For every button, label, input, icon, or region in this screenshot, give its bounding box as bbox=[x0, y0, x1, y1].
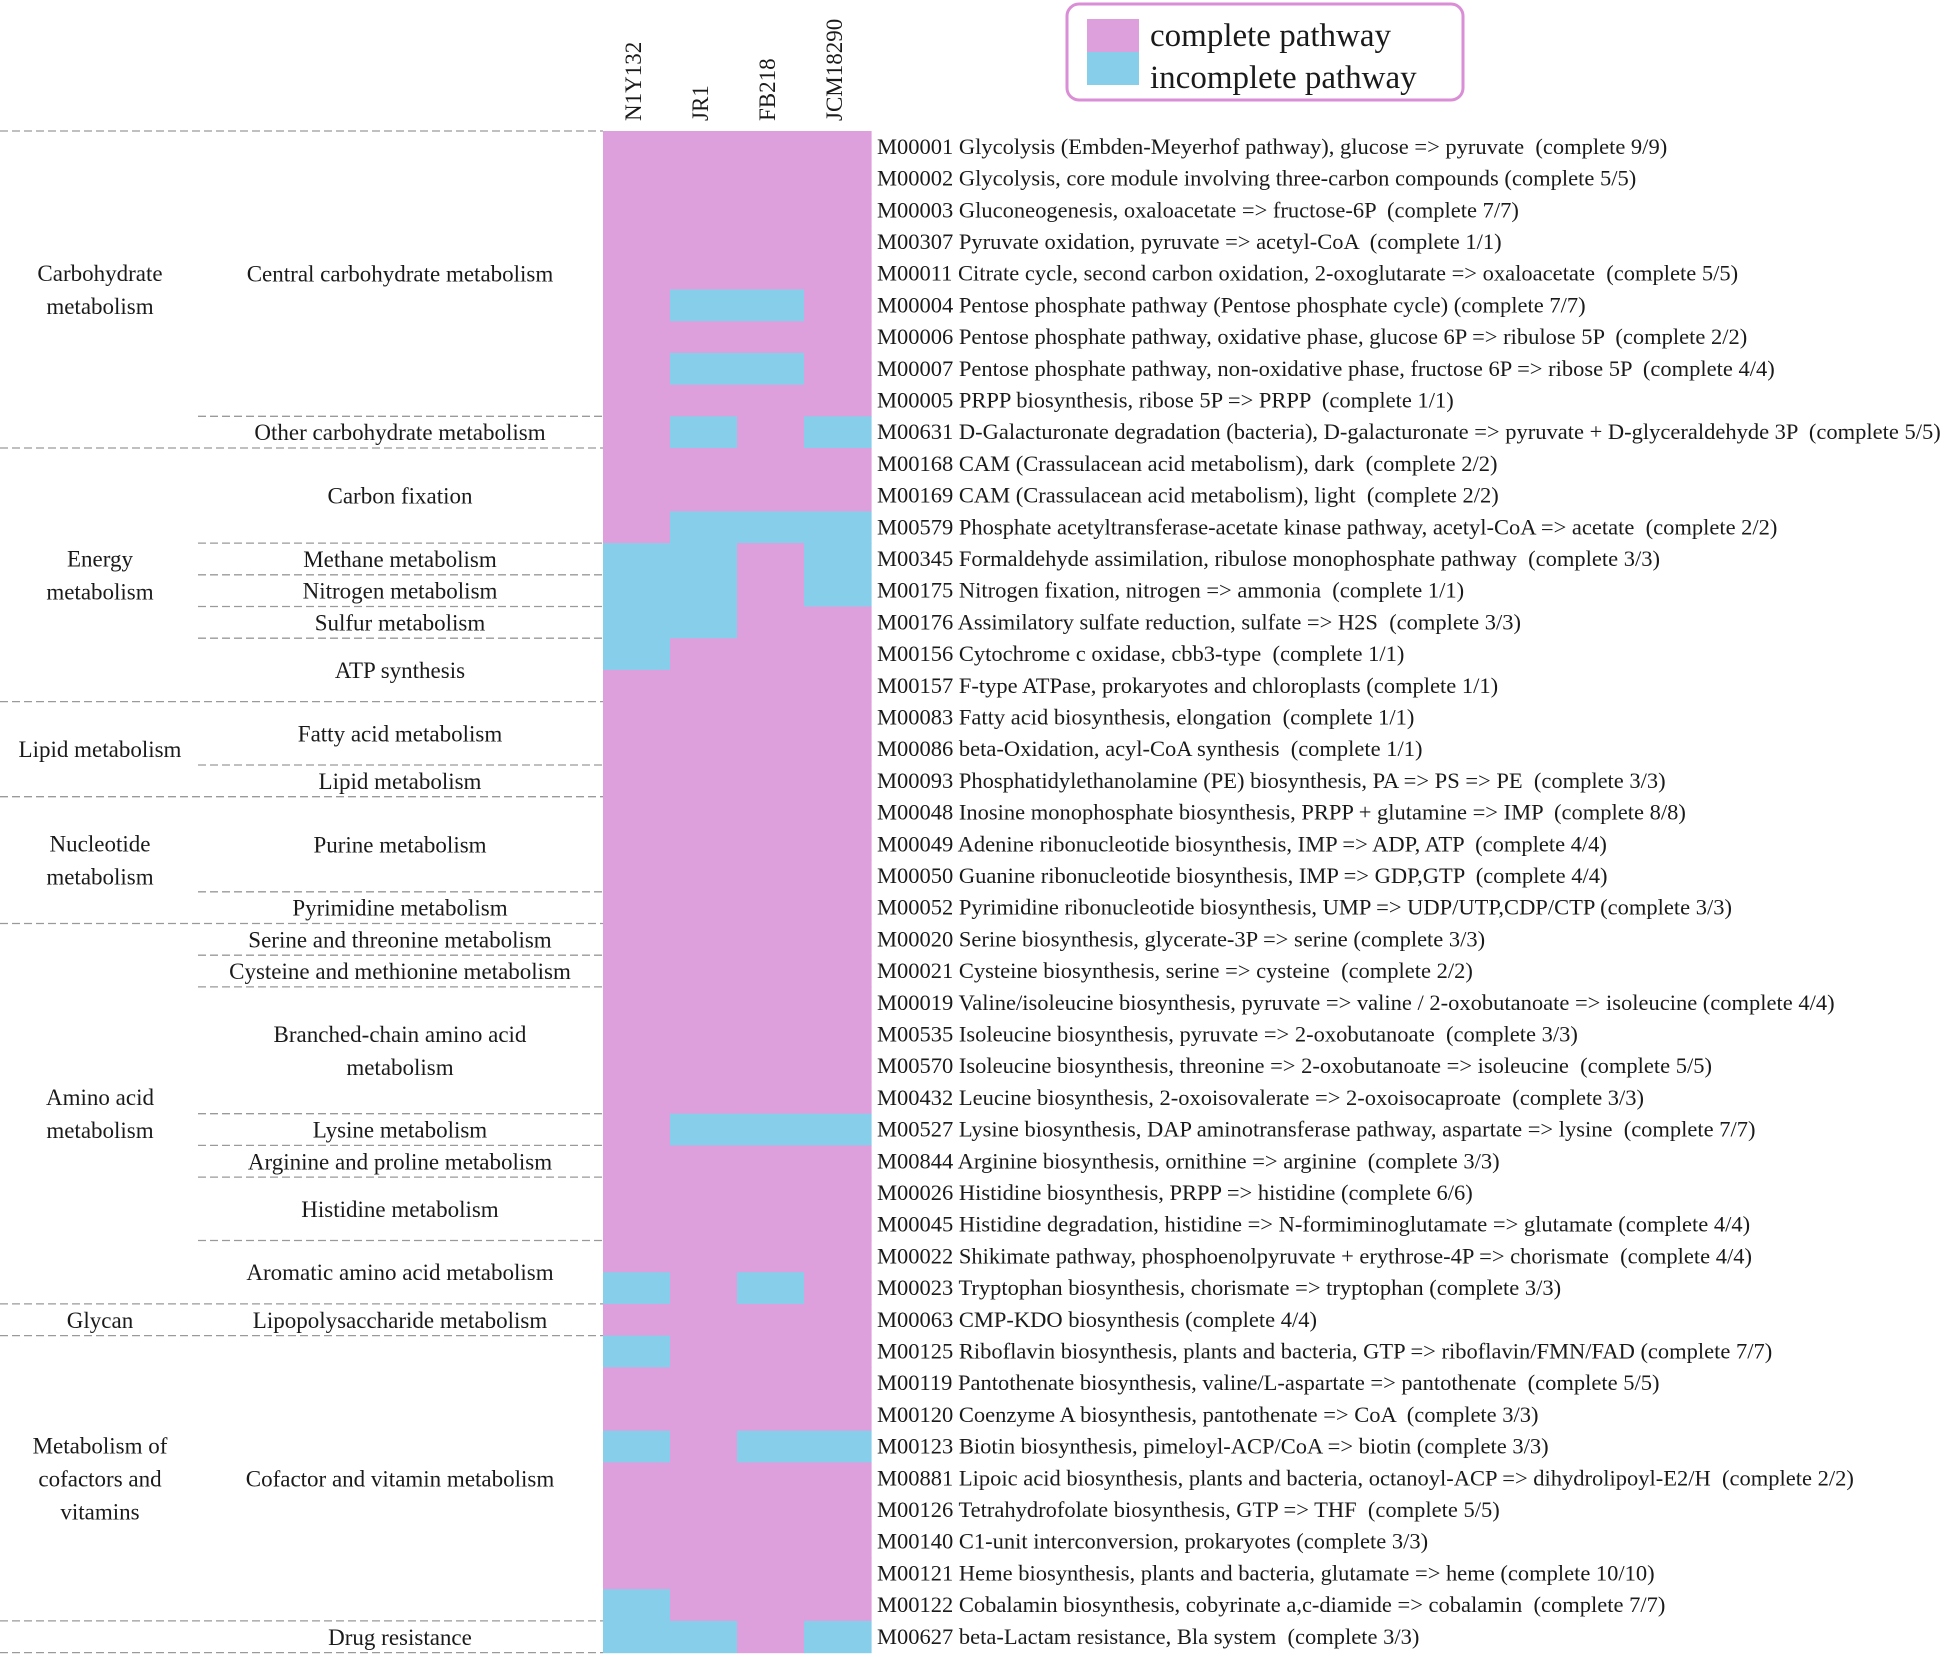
heatmap-cell bbox=[737, 987, 805, 1019]
heatmap-cell bbox=[670, 1050, 738, 1082]
heatmap-cell bbox=[737, 1209, 805, 1241]
heatmap-cell bbox=[737, 797, 805, 829]
heatmap-cell bbox=[603, 924, 671, 956]
heatmap-cell bbox=[737, 892, 805, 924]
row-label: M00019 Valine/isoleucine biosynthesis, pyruvate => valine / 2-oxobutanoate => isoleucine (complete 4/4) bbox=[877, 989, 1835, 1015]
heatmap-cell bbox=[670, 480, 738, 512]
heatmap-cell bbox=[804, 797, 872, 829]
heatmap-cell bbox=[603, 955, 671, 987]
row-label: M00003 Gluconeogenesis, oxaloacetate => fructose-6P (complete 7/7) bbox=[877, 197, 1519, 223]
heatmap-cell bbox=[804, 290, 872, 322]
row-label: M00086 beta-Oxidation, acyl-CoA synthesis (complete 1/1) bbox=[877, 736, 1423, 762]
heatmap-cell bbox=[737, 955, 805, 987]
heatmap-cell bbox=[737, 258, 805, 290]
heatmap-cell bbox=[603, 702, 671, 734]
row-label: M00093 Phosphatidylethanolamine (PE) biosynthesis, PA => PS => PE (complete 3/3) bbox=[877, 767, 1666, 793]
heatmap-cell bbox=[737, 1241, 805, 1273]
heatmap-cell bbox=[670, 1272, 738, 1304]
group-dividers bbox=[0, 131, 603, 1653]
heatmap-cell bbox=[670, 1241, 738, 1273]
heatmap-cell bbox=[737, 1272, 805, 1304]
heatmap-cell bbox=[804, 955, 872, 987]
heatmap-cell bbox=[603, 797, 671, 829]
subcategory-label: metabolism bbox=[346, 1054, 454, 1080]
row-label: M00026 Histidine biosynthesis, PRPP => histidine (complete 6/6) bbox=[877, 1179, 1473, 1205]
heatmap-cell bbox=[670, 416, 738, 448]
heatmap-cell bbox=[603, 638, 671, 670]
row-label: M00050 Guanine ribonucleotide biosynthesis, IMP => GDP,GTP (complete 4/4) bbox=[877, 862, 1608, 888]
heatmap-cell bbox=[737, 416, 805, 448]
heatmap-cell bbox=[603, 1526, 671, 1558]
subcategory-label: Lysine metabolism bbox=[312, 1117, 488, 1143]
heatmap-cell bbox=[670, 1336, 738, 1368]
heatmap-cell bbox=[603, 1462, 671, 1494]
heatmap-cell bbox=[804, 670, 872, 702]
heatmap-cell bbox=[737, 1019, 805, 1051]
heatmap-cell bbox=[603, 480, 671, 512]
heatmap-cell bbox=[804, 828, 872, 860]
subcategory-label: Lipid metabolism bbox=[318, 768, 482, 794]
row-label: M00175 Nitrogen fixation, nitrogen => ammonia (complete 1/1) bbox=[877, 577, 1465, 603]
heatmap-cell bbox=[603, 1589, 671, 1621]
heatmap-cell bbox=[804, 321, 872, 353]
heatmap-cell bbox=[670, 321, 738, 353]
heatmap-cell bbox=[737, 1399, 805, 1431]
heatmap-cell bbox=[670, 385, 738, 417]
heatmap-cell bbox=[804, 1558, 872, 1590]
category-label: metabolism bbox=[46, 579, 154, 605]
subcategory-label: Cofactor and vitamin metabolism bbox=[245, 1466, 555, 1492]
heatmap-cell bbox=[670, 543, 738, 575]
subcategory-label: Other carbohydrate metabolism bbox=[254, 420, 546, 446]
heatmap-cell bbox=[804, 987, 872, 1019]
heatmap-cell bbox=[804, 1272, 872, 1304]
subcategory-label: Pyrimidine metabolism bbox=[292, 895, 508, 921]
heatmap-cell bbox=[737, 1589, 805, 1621]
row-label: M00168 CAM (Crassulacean acid metabolism), dark (complete 2/2) bbox=[877, 450, 1498, 476]
heatmap-cell bbox=[670, 860, 738, 892]
subcategory-label: Histidine metabolism bbox=[301, 1196, 499, 1222]
heatmap-cell bbox=[603, 860, 671, 892]
subcategory-label: Serine and threonine metabolism bbox=[248, 927, 552, 953]
heatmap-cell bbox=[603, 226, 671, 258]
heatmap-cell bbox=[737, 1177, 805, 1209]
category-label: metabolism bbox=[46, 864, 154, 890]
category-label: vitamins bbox=[60, 1499, 140, 1525]
heatmap-cell bbox=[603, 1494, 671, 1526]
row-label: M00126 Tetrahydrofolate biosynthesis, GTP => THF (complete 5/5) bbox=[877, 1496, 1500, 1522]
heatmap-cell bbox=[670, 1526, 738, 1558]
heatmap-cell bbox=[737, 607, 805, 639]
heatmap-cell bbox=[804, 194, 872, 226]
heatmap-cell bbox=[804, 575, 872, 607]
heatmap-cell bbox=[603, 163, 671, 195]
heatmap-cell bbox=[737, 1082, 805, 1114]
column-labels bbox=[621, 19, 847, 121]
row-label: M00881 Lipoic acid biosynthesis, plants and bacteria, octanoyl-ACP => dihydrolipoyl-E2/H (complete 2/2) bbox=[877, 1465, 1854, 1491]
heatmap-cell bbox=[603, 670, 671, 702]
heatmap-cell bbox=[603, 543, 671, 575]
heatmap-cell bbox=[670, 258, 738, 290]
heatmap-cell bbox=[737, 575, 805, 607]
heatmap-cell bbox=[804, 226, 872, 258]
heatmap-cell bbox=[670, 511, 738, 543]
row-label: M00157 F-type ATPase, prokaryotes and chloroplasts (complete 1/1) bbox=[877, 672, 1499, 698]
category-label: Metabolism of bbox=[32, 1433, 168, 1459]
heatmap-cell bbox=[670, 702, 738, 734]
heatmap-cell bbox=[804, 1621, 872, 1653]
heatmap-cell bbox=[603, 416, 671, 448]
heatmap-cell bbox=[737, 924, 805, 956]
heatmap-cell bbox=[737, 702, 805, 734]
heatmap-cell bbox=[603, 1621, 671, 1653]
heatmap-cell bbox=[804, 511, 872, 543]
row-label: M00045 Histidine degradation, histidine => N-formiminoglutamate => glutamate (complete 4/4) bbox=[877, 1211, 1751, 1237]
heatmap-cell bbox=[737, 670, 805, 702]
row-label: M00121 Heme biosynthesis, plants and bacteria, glutamate => heme (complete 10/10) bbox=[877, 1560, 1655, 1586]
heatmap-cell bbox=[603, 1019, 671, 1051]
category-label: Carbohydrate bbox=[37, 261, 163, 286]
heatmap-cell bbox=[804, 1145, 872, 1177]
row-label: M00527 Lysine biosynthesis, DAP aminotransferase pathway, aspartate => lysine (complete 7/7) bbox=[877, 1116, 1756, 1142]
category-label: Energy bbox=[66, 546, 134, 572]
legend-swatch-incomplete bbox=[1087, 52, 1139, 85]
heatmap-cell bbox=[603, 353, 671, 385]
heatmap-cell bbox=[737, 511, 805, 543]
heatmap-cell bbox=[737, 765, 805, 797]
heatmap-cell bbox=[737, 1145, 805, 1177]
heatmap-cell bbox=[804, 1241, 872, 1273]
row-label: M00002 Glycolysis, core module involving three-carbon compounds (complete 5/5) bbox=[877, 165, 1637, 191]
row-label: M00005 PRPP biosynthesis, ribose 5P => PRPP (complete 1/1) bbox=[877, 387, 1454, 413]
row-labels bbox=[877, 134, 1941, 1649]
heatmap-cell bbox=[670, 1621, 738, 1653]
heatmap-cell bbox=[804, 702, 872, 734]
heatmap-cell bbox=[804, 1050, 872, 1082]
category-label: metabolism bbox=[46, 294, 154, 319]
heatmap-cell bbox=[670, 1431, 738, 1463]
heatmap-cell bbox=[737, 1462, 805, 1494]
heatmap-cell bbox=[603, 1209, 671, 1241]
row-label: M00120 Coenzyme A biosynthesis, pantothenate => CoA (complete 3/3) bbox=[877, 1401, 1539, 1427]
heatmap-cell bbox=[670, 1589, 738, 1621]
row-label: M00140 C1-unit interconversion, prokaryotes (complete 3/3) bbox=[877, 1528, 1429, 1554]
heatmap-cell bbox=[670, 1304, 738, 1336]
heatmap-cells bbox=[603, 131, 872, 1653]
heatmap-cell bbox=[737, 131, 805, 163]
heatmap-cell bbox=[670, 987, 738, 1019]
heatmap-cell bbox=[670, 1399, 738, 1431]
heatmap-cell bbox=[670, 194, 738, 226]
heatmap-cell bbox=[804, 1494, 872, 1526]
heatmap-cell bbox=[670, 1114, 738, 1146]
subcategory-label: Aromatic amino acid metabolism bbox=[246, 1260, 554, 1286]
heatmap-cell bbox=[670, 733, 738, 765]
heatmap-cell bbox=[670, 1019, 738, 1051]
heatmap-cell bbox=[670, 828, 738, 860]
subcategory-label: Central carbohydrate metabolism bbox=[246, 261, 554, 287]
heatmap-cell bbox=[670, 797, 738, 829]
heatmap-cell bbox=[804, 892, 872, 924]
heatmap-cell bbox=[603, 828, 671, 860]
heatmap-cell bbox=[804, 733, 872, 765]
subcategory-label: Methane metabolism bbox=[303, 546, 497, 572]
subcategory-label: Purine metabolism bbox=[313, 832, 487, 858]
heatmap-cell bbox=[737, 226, 805, 258]
heatmap-cell bbox=[603, 1304, 671, 1336]
heatmap-cell bbox=[804, 1526, 872, 1558]
heatmap-cell bbox=[737, 1558, 805, 1590]
heatmap-cell bbox=[603, 1114, 671, 1146]
heatmap-cell bbox=[670, 163, 738, 195]
subcategory-label: Drug resistance bbox=[328, 1624, 472, 1650]
heatmap-cell bbox=[603, 258, 671, 290]
heatmap-cell bbox=[670, 226, 738, 258]
heatmap-cell bbox=[737, 1336, 805, 1368]
heatmap-cell bbox=[603, 1272, 671, 1304]
heatmap-cell bbox=[737, 448, 805, 480]
heatmap-cell bbox=[804, 607, 872, 639]
heatmap-cell bbox=[670, 638, 738, 670]
row-label: M00023 Tryptophan biosynthesis, chorismate => tryptophan (complete 3/3) bbox=[877, 1275, 1562, 1301]
heatmap-cell bbox=[670, 892, 738, 924]
heatmap-cell bbox=[737, 638, 805, 670]
heatmap-cell bbox=[804, 258, 872, 290]
subcategory-label: Cysteine and methionine metabolism bbox=[229, 959, 571, 985]
heatmap-cell bbox=[603, 1336, 671, 1368]
category-label: Amino acid bbox=[46, 1085, 154, 1111]
heatmap-cell bbox=[603, 1558, 671, 1590]
heatmap-cell bbox=[603, 765, 671, 797]
heatmap-cell bbox=[603, 1145, 671, 1177]
heatmap-cell bbox=[804, 1462, 872, 1494]
subcategory-label: Carbon fixation bbox=[327, 483, 473, 509]
row-label: M00006 Pentose phosphate pathway, oxidative phase, glucose 6P => ribulose 5P (complete 2/2) bbox=[877, 324, 1748, 350]
heatmap-cell bbox=[603, 1177, 671, 1209]
column-label-jcm18290: JCM18290 bbox=[822, 18, 847, 121]
heatmap-cell bbox=[670, 1082, 738, 1114]
heatmap-cell bbox=[737, 353, 805, 385]
heatmap-cell bbox=[804, 638, 872, 670]
heatmap-cell bbox=[670, 448, 738, 480]
heatmap-cell bbox=[670, 1145, 738, 1177]
heatmap-cell bbox=[670, 575, 738, 607]
legend-label-incomplete: incomplete pathway bbox=[1150, 60, 1417, 96]
legend-label-complete: complete pathway bbox=[1150, 18, 1391, 54]
row-label: M00004 Pentose phosphate pathway (Pentose phosphate cycle) (complete 7/7) bbox=[877, 292, 1586, 318]
heatmap-cell bbox=[804, 480, 872, 512]
heatmap-cell bbox=[804, 1209, 872, 1241]
category-label: Nucleotide bbox=[49, 831, 151, 857]
heatmap-cell bbox=[804, 924, 872, 956]
heatmap-cell bbox=[603, 194, 671, 226]
heatmap-cell bbox=[737, 828, 805, 860]
heatmap-cell bbox=[737, 1621, 805, 1653]
heatmap-cell bbox=[737, 1431, 805, 1463]
heatmap-cell bbox=[804, 385, 872, 417]
heatmap-cell bbox=[804, 1177, 872, 1209]
heatmap-cell bbox=[804, 1082, 872, 1114]
heatmap-cell bbox=[737, 321, 805, 353]
heatmap-cell bbox=[670, 1209, 738, 1241]
heatmap-cell bbox=[670, 670, 738, 702]
heatmap-cell bbox=[670, 353, 738, 385]
heatmap-cell bbox=[737, 163, 805, 195]
heatmap-cell bbox=[804, 860, 872, 892]
heatmap-cell bbox=[804, 448, 872, 480]
column-label-n1y132: N1Y132 bbox=[621, 41, 646, 121]
row-label: M00432 Leucine biosynthesis, 2-oxoisovalerate => 2-oxoisocaproate (complete 3/3) bbox=[877, 1084, 1645, 1110]
heatmap-cell bbox=[804, 543, 872, 575]
heatmap-cell bbox=[603, 1431, 671, 1463]
subcategory-label: ATP synthesis bbox=[334, 657, 466, 683]
heatmap-cell bbox=[737, 1114, 805, 1146]
heatmap-cell bbox=[603, 1050, 671, 1082]
legend bbox=[1067, 4, 1463, 100]
row-label: M00123 Biotin biosynthesis, pimeloyl-ACP/CoA => biotin (complete 3/3) bbox=[877, 1433, 1549, 1459]
row-label: M00048 Inosine monophosphate biosynthesis, PRPP + glutamine => IMP (complete 8/8) bbox=[877, 799, 1686, 825]
row-label: M00022 Shikimate pathway, phosphoenolpyruvate + erythrose-4P => chorismate (complete 4/4) bbox=[877, 1243, 1752, 1269]
row-label: M00631 D-Galacturonate degradation (bacteria), D-galacturonate => pyruvate + D-glyceraldehyde 3P (complete 5/5) bbox=[877, 419, 1941, 445]
heatmap-cell bbox=[670, 955, 738, 987]
heatmap-cell bbox=[737, 194, 805, 226]
row-label: M00169 CAM (Crassulacean acid metabolism), light (complete 2/2) bbox=[877, 482, 1499, 508]
heatmap-cell bbox=[804, 416, 872, 448]
heatmap-cell bbox=[670, 1177, 738, 1209]
heatmap-cell bbox=[670, 765, 738, 797]
heatmap-cell bbox=[603, 987, 671, 1019]
heatmap-cell bbox=[737, 543, 805, 575]
heatmap-cell bbox=[603, 733, 671, 765]
row-label: M00049 Adenine ribonucleotide biosynthesis, IMP => ADP, ATP (complete 4/4) bbox=[877, 831, 1607, 857]
heatmap-cell bbox=[804, 1431, 872, 1463]
heatmap-cell bbox=[603, 892, 671, 924]
heatmap-cell bbox=[603, 511, 671, 543]
heatmap-cell bbox=[804, 163, 872, 195]
subcategory-label: Fatty acid metabolism bbox=[297, 721, 503, 747]
heatmap-cell bbox=[670, 1367, 738, 1399]
heatmap-cell bbox=[737, 1367, 805, 1399]
heatmap-cell bbox=[670, 1462, 738, 1494]
row-label: M00176 Assimilatory sulfate reduction, sulfate => H2S (complete 3/3) bbox=[877, 609, 1522, 635]
row-label: M00020 Serine biosynthesis, glycerate-3P => serine (complete 3/3) bbox=[877, 926, 1486, 952]
heatmap-cell bbox=[804, 131, 872, 163]
column-label-jr1: JR1 bbox=[688, 85, 713, 121]
row-label: M00007 Pentose phosphate pathway, non-oxidative phase, fructose 6P => ribose 5P (complete 4/4) bbox=[877, 355, 1775, 381]
category-label: cofactors and bbox=[38, 1466, 162, 1492]
heatmap-cell bbox=[804, 1019, 872, 1051]
subcategory-label: Arginine and proline metabolism bbox=[247, 1149, 553, 1175]
heatmap-cell bbox=[804, 1336, 872, 1368]
heatmap-cell bbox=[603, 321, 671, 353]
heatmap-cell bbox=[603, 1367, 671, 1399]
heatmap-cell bbox=[603, 385, 671, 417]
subcategory-label: Lipopolysaccharide metabolism bbox=[252, 1307, 548, 1333]
heatmap-cell bbox=[804, 1589, 872, 1621]
heatmap-cell bbox=[603, 290, 671, 322]
row-label: M00021 Cysteine biosynthesis, serine => cysteine (complete 2/2) bbox=[877, 958, 1473, 984]
heatmap-cell bbox=[804, 1399, 872, 1431]
heatmap-cell bbox=[737, 385, 805, 417]
heatmap-cell bbox=[737, 1050, 805, 1082]
row-label: M00001 Glycolysis (Embden-Meyerhof pathway), glucose => pyruvate (complete 9/9) bbox=[877, 133, 1668, 159]
heatmap-cell bbox=[603, 1082, 671, 1114]
row-label: M00119 Pantothenate biosynthesis, valine/L-aspartate => pantothenate (complete 5/5) bbox=[877, 1370, 1660, 1396]
row-label: M00063 CMP-KDO biosynthesis (complete 4/4) bbox=[877, 1306, 1317, 1332]
subcategory-label: Nitrogen metabolism bbox=[302, 578, 498, 604]
heatmap-cell bbox=[603, 607, 671, 639]
heatmap-cell bbox=[670, 607, 738, 639]
heatmap-cell bbox=[737, 860, 805, 892]
heatmap-cell bbox=[804, 353, 872, 385]
row-label: M00052 Pyrimidine ribonucleotide biosynthesis, UMP => UDP/UTP,CDP/CTP (complete 3/3) bbox=[877, 894, 1732, 920]
heatmap-cell bbox=[603, 448, 671, 480]
row-label: M00125 Riboflavin biosynthesis, plants and bacteria, GTP => riboflavin/FMN/FAD (complete 7/7) bbox=[877, 1338, 1773, 1364]
category-label: Lipid metabolism bbox=[18, 737, 182, 763]
heatmap-cell bbox=[804, 1114, 872, 1146]
row-label: M00122 Cobalamin biosynthesis, cobyrinate a,c-diamide => cobalamin (complete 7/7) bbox=[877, 1592, 1666, 1618]
row-label: M00535 Isoleucine biosynthesis, pyruvate => 2-oxobutanoate (complete 3/3) bbox=[877, 1021, 1578, 1047]
row-label: M00627 beta-Lactam resistance, Bla system (complete 3/3) bbox=[877, 1623, 1420, 1649]
heatmap-cell bbox=[804, 1367, 872, 1399]
category-label: Glycan bbox=[66, 1307, 134, 1333]
heatmap-cell bbox=[670, 924, 738, 956]
heatmap-cell bbox=[670, 290, 738, 322]
heatmap-cell bbox=[737, 1526, 805, 1558]
row-label: M00345 Formaldehyde assimilation, ribulose monophosphate pathway (complete 3/3) bbox=[877, 545, 1660, 571]
row-label: M00083 Fatty acid biosynthesis, elongation (complete 1/1) bbox=[877, 704, 1415, 730]
heatmap-cell bbox=[603, 1241, 671, 1273]
heatmap-cell bbox=[670, 1494, 738, 1526]
heatmap-cell bbox=[603, 1399, 671, 1431]
subcategory-label: Sulfur metabolism bbox=[314, 610, 486, 636]
heatmap-cell bbox=[737, 733, 805, 765]
category-label: metabolism bbox=[46, 1118, 154, 1144]
row-label: M00307 Pyruvate oxidation, pyruvate => acetyl-CoA (complete 1/1) bbox=[877, 228, 1502, 254]
column-label-fb218: FB218 bbox=[755, 58, 780, 121]
heatmap-cell bbox=[603, 575, 671, 607]
heatmap-cell bbox=[603, 131, 671, 163]
heatmap-cell bbox=[670, 131, 738, 163]
row-label: M00844 Arginine biosynthesis, ornithine => arginine (complete 3/3) bbox=[877, 1148, 1500, 1174]
row-label: M00156 Cytochrome c oxidase, cbb3-type (complete 1/1) bbox=[877, 641, 1405, 667]
heatmap-cell bbox=[804, 1304, 872, 1336]
heatmap-cell bbox=[737, 480, 805, 512]
heatmap-cell bbox=[670, 1558, 738, 1590]
heatmap-cell bbox=[804, 765, 872, 797]
subcategory-label: Branched-chain amino acid bbox=[273, 1021, 527, 1047]
heatmap-cell bbox=[737, 1304, 805, 1336]
legend-swatch-complete bbox=[1087, 19, 1139, 52]
heatmap-cell bbox=[737, 290, 805, 322]
row-label: M00579 Phosphate acetyltransferase-acetate kinase pathway, acetyl-CoA => acetate (complete 2/2) bbox=[877, 514, 1778, 540]
heatmap-cell bbox=[737, 1494, 805, 1526]
row-label: M00570 Isoleucine biosynthesis, threonine => 2-oxobutanoate => isoleucine (complete 5/5) bbox=[877, 1053, 1712, 1079]
row-label: M00011 Citrate cycle, second carbon oxidation, 2-oxoglutarate => oxaloacetate (complete 5/5) bbox=[877, 260, 1739, 286]
